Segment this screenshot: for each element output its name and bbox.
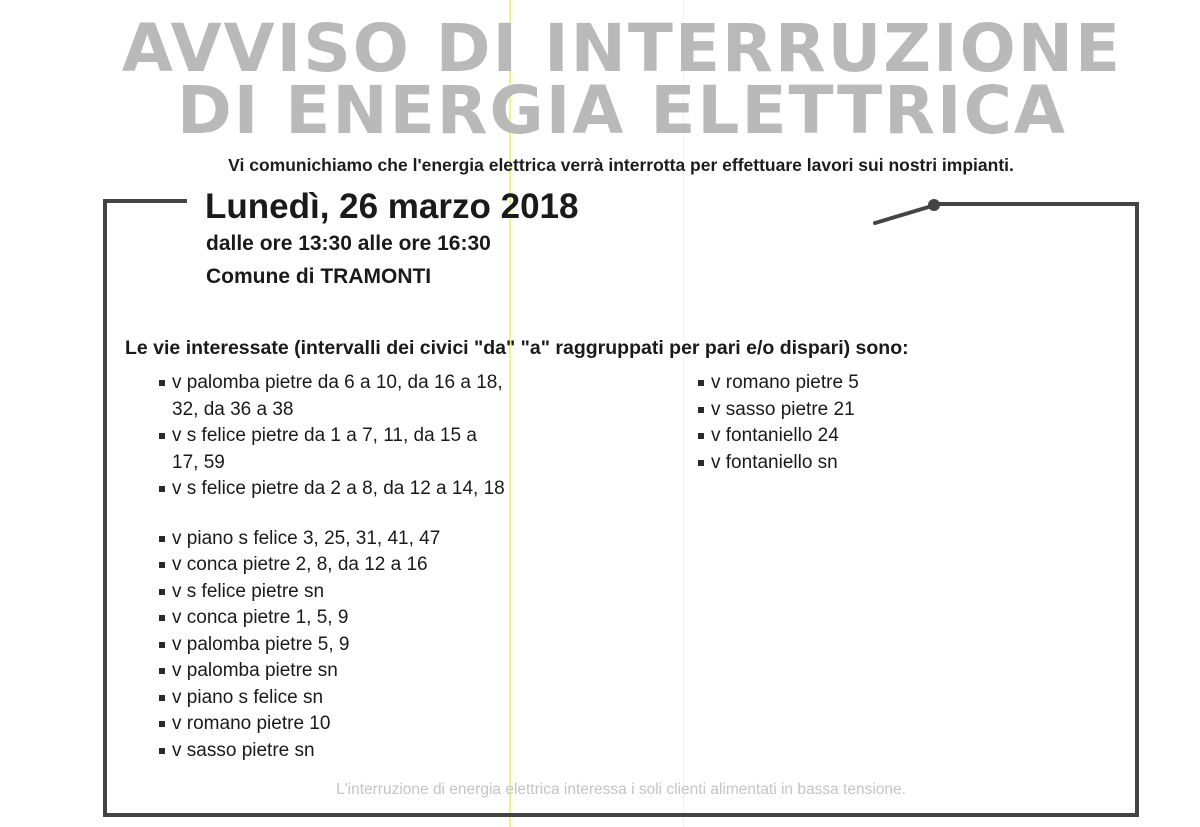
list-item: [157, 476, 597, 503]
street-line: v romano pietre 5: [711, 372, 859, 393]
list-item: [157, 685, 597, 712]
outage-municipality: Comune di TRAMONTI: [206, 265, 432, 288]
list-item: [157, 632, 597, 659]
street-line-continuation: 32, da 36 a 38: [172, 398, 294, 420]
bullet-icon: [159, 668, 165, 674]
list-item: [157, 605, 597, 632]
frame-border-top-left: [103, 199, 187, 203]
notice-intro: Vi comunichiamo che l'energia elettrica verrà interrotta per effettuare lavori sui nostri impianti.: [228, 155, 1014, 175]
list-item: [157, 658, 597, 685]
bullet-icon: [159, 433, 165, 439]
bullet-icon: [698, 460, 704, 466]
notice-title-line-1: AVVISO DI INTERRUZIONE: [121, 10, 1123, 87]
streets-heading: Le vie interessate (intervalli dei civici "da" "a" raggruppati per pari e/o dispari) sono:: [125, 337, 909, 359]
frame-border-left: [103, 199, 107, 817]
bullet-icon: [159, 562, 165, 568]
bullet-icon: [159, 380, 165, 386]
list-item: [157, 423, 597, 476]
street-line: v piano s felice sn: [172, 686, 324, 708]
bullet-icon: [159, 695, 165, 701]
street-line: v romano pietre 10: [172, 713, 331, 734]
street-line: v s felice pietre da 2 a 8, da 12 a 14, 18: [172, 478, 505, 499]
list-item: [157, 738, 597, 765]
notice-title-line-2: DI ENERGIA ELETTRICA: [176, 72, 1067, 149]
streets-list-right: [696, 370, 996, 476]
bullet-icon: [159, 642, 165, 648]
list-item: [157, 552, 597, 579]
street-line: v sasso pietre sn: [172, 739, 315, 761]
street-line: v palomba pietre da 6 a 10, da 16 a 18,: [172, 372, 503, 393]
list-item: [157, 579, 597, 606]
list-item: [157, 711, 597, 738]
street-line: v piano s felice 3, 25, 31, 41, 47: [172, 527, 441, 549]
bullet-icon: [159, 536, 165, 542]
frame-border-right: [1135, 202, 1139, 817]
street-line: v fontaniello sn: [711, 451, 838, 473]
list-item: [696, 423, 996, 450]
street-line: v palomba pietre sn: [172, 660, 338, 681]
open-switch-icon: [870, 195, 945, 230]
bullet-icon: [159, 589, 165, 595]
outage-hours: dalle ore 13:30 alle ore 16:30: [206, 232, 491, 255]
footer-note: L'interruzione di energia elettrica interessa i soli clienti alimentati in bassa tensione.: [336, 781, 906, 798]
frame-border-top-right: [933, 202, 1139, 206]
frame-border-bottom: [103, 813, 1139, 817]
list-item: [696, 450, 996, 477]
list-item: [696, 370, 996, 397]
street-line: v fontaniello 24: [711, 425, 839, 446]
bullet-icon: [159, 721, 165, 727]
list-item: [157, 370, 597, 423]
street-line: v sasso pietre 21: [711, 398, 855, 420]
bullet-icon: [159, 615, 165, 621]
bullet-icon: [159, 748, 165, 754]
street-line-continuation: 17, 59: [172, 451, 225, 473]
street-line: v conca pietre 1, 5, 9: [172, 607, 349, 628]
bullet-icon: [698, 380, 704, 386]
street-line: v s felice pietre sn: [172, 580, 325, 602]
outage-date: Lunedì, 26 marzo 2018: [205, 187, 579, 226]
list-item: [157, 526, 597, 553]
street-line: v s felice pietre da 1 a 7, 11, da 15 a: [172, 425, 477, 446]
streets-list-left: [157, 370, 597, 764]
bullet-icon: [159, 486, 165, 492]
bullet-icon: [698, 433, 704, 439]
list-item: [696, 397, 996, 424]
street-line: v conca pietre 2, 8, da 12 a 16: [172, 554, 428, 575]
bullet-icon: [698, 407, 704, 413]
street-line: v palomba pietre 5, 9: [172, 633, 350, 655]
